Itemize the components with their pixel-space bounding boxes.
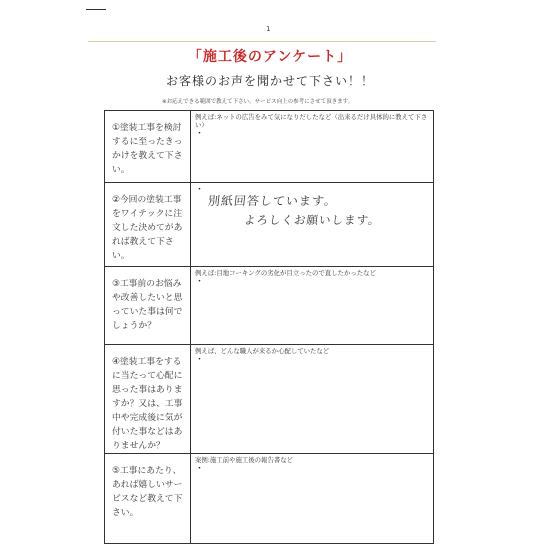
question-text-1: ①塗装工事を検討するに至ったきっかけを教えて下さい。 <box>112 123 183 175</box>
answer-bullet-4: ・ <box>195 355 205 365</box>
answer-hint-3: 例えば:目地コーキングの劣化が目立ったので直したかったなど <box>195 269 376 277</box>
handwritten-line-2: よろしくお願いします。 <box>243 213 382 227</box>
question-text-2: ②今回の塗装工事をワイテックに注文した決めてがあれば教えて下さい。 <box>112 195 183 261</box>
question-text-4: ④塗装工事をするに当たって心配に思った事はありますか？又は、工事中や完成後に気が付いた事などはありませんか？ <box>112 357 183 451</box>
question-text-3: ③工事前のお悩みや改善したいと思っていた事は何でしょうか？ <box>112 279 183 331</box>
survey-note: ※お応えできる範囲で教えて下さい。サービス向上の参考にさせて頂きます。 <box>162 99 354 105</box>
page-number: 1 <box>266 25 271 33</box>
survey-row-5 <box>105 454 434 544</box>
question-cell-5 <box>105 454 191 544</box>
answer-bullet-2: ・ <box>195 185 205 195</box>
header-rule <box>88 41 436 42</box>
survey-subtitle: お客様のお声を聞かせて下さい！！ <box>165 74 374 88</box>
question-cell-2 <box>105 183 191 267</box>
survey-table <box>104 110 434 544</box>
handwritten-line-1: 別紙回答しています。 <box>207 194 338 208</box>
answer-cell-4[interactable] <box>191 345 434 454</box>
answer-bullet-5: ・ <box>195 464 205 474</box>
question-text-5: ⑤工事にあたり、あれば嬉しいサービスなど教えて下さい。 <box>112 466 183 518</box>
answer-bullet-3: ・ <box>195 277 205 287</box>
answer-cell-1[interactable] <box>191 111 434 183</box>
answer-cell-3[interactable] <box>191 267 434 345</box>
question-cell-1 <box>105 111 191 183</box>
question-cell-4 <box>105 345 191 454</box>
answer-hint-5: 案例:施工前や施工後の報告書など <box>195 456 294 464</box>
corner-mark <box>86 9 106 10</box>
answer-bullet-1: ・ <box>195 129 205 139</box>
answer-cell-5[interactable] <box>191 454 434 544</box>
answer-hint-1: 例えば:ネットの広告をみて気になりだしたなど（出来るだけ具体的に教えて下さい） <box>195 113 428 129</box>
question-cell-3 <box>105 267 191 345</box>
survey-row-3 <box>105 267 434 345</box>
survey-row-1 <box>105 111 434 183</box>
answer-hint-4: 例えば、どんな職人が来るか心配していたなど <box>195 347 330 355</box>
survey-row-4 <box>105 345 434 454</box>
survey-title: 「施工後のアンケート」 <box>187 49 353 65</box>
